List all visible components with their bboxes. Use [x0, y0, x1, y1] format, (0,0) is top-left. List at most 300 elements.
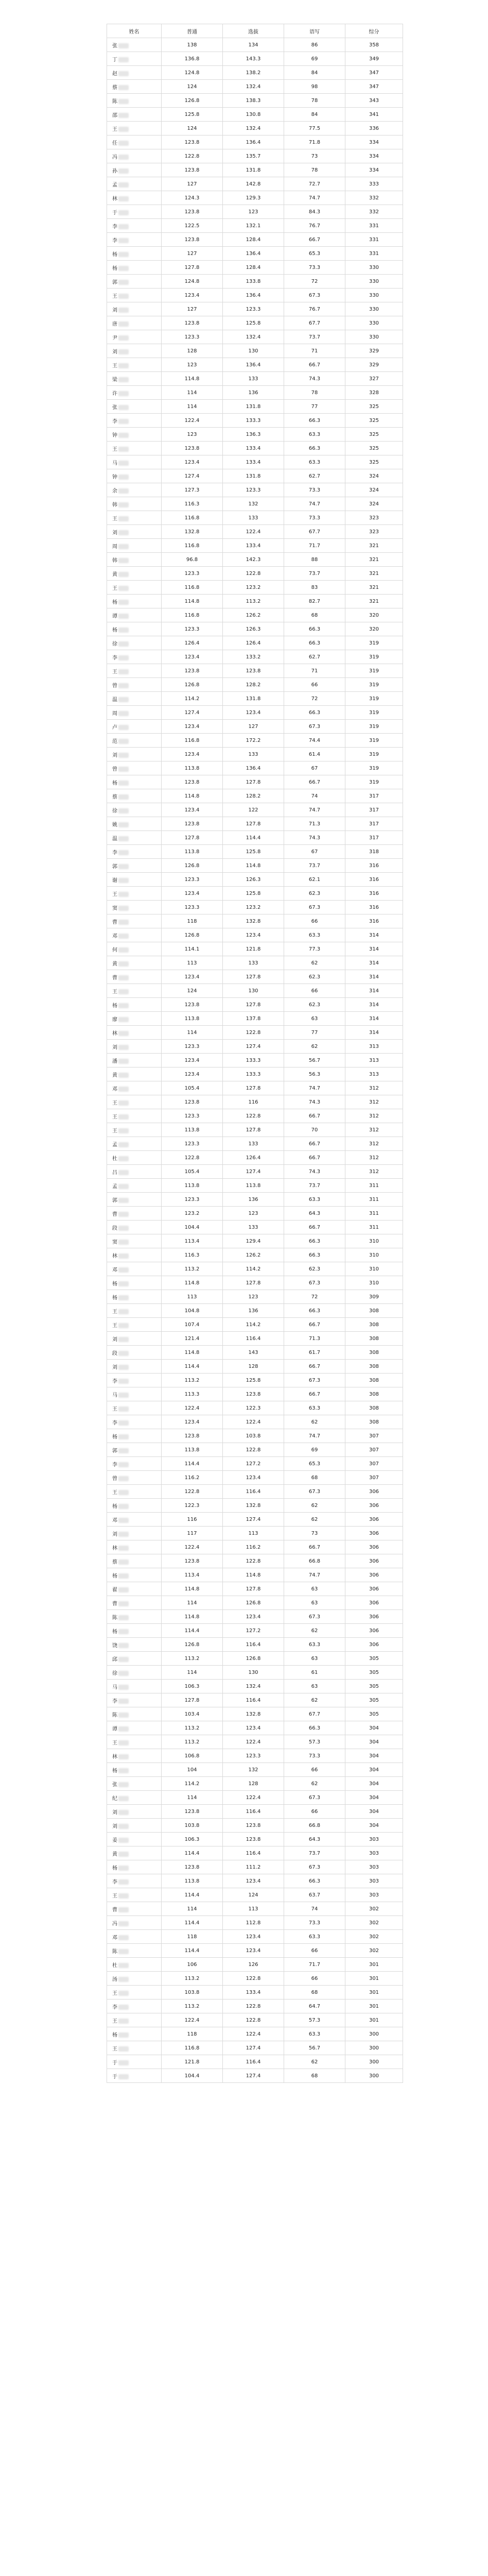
- name-redaction: [118, 294, 129, 299]
- selection-score-cell: 126.4: [223, 1151, 284, 1165]
- table-row: [107, 275, 403, 289]
- selection-score-cell: 132.4: [223, 122, 284, 135]
- name-cell: [107, 177, 162, 191]
- name-cell: [107, 344, 162, 358]
- name-cell: [107, 748, 162, 761]
- score-table: [107, 24, 403, 2083]
- writing-score-cell: 66.3: [284, 1234, 345, 1248]
- total-score-cell: 312: [345, 1151, 403, 1165]
- selection-score-cell: 122.3: [223, 1401, 284, 1415]
- writing-score-cell: 66.3: [284, 636, 345, 650]
- regular-score-cell: 114: [162, 1596, 223, 1610]
- name-surname: 徐: [112, 1670, 117, 1676]
- regular-score-cell: 114.4: [162, 1916, 223, 1930]
- regular-score-cell: 116.2: [162, 1471, 223, 1485]
- selection-score-cell: 122.8: [223, 1554, 284, 1568]
- name-redaction: [118, 335, 129, 341]
- name-cell: [107, 1680, 162, 1693]
- name-surname: 李: [112, 1462, 117, 1468]
- total-score-cell: 331: [345, 247, 403, 261]
- table-row: [107, 1401, 403, 1415]
- table-row: [107, 1109, 403, 1123]
- total-score-cell: 308: [345, 1332, 403, 1346]
- selection-score-cell: 127.4: [223, 2069, 284, 2083]
- writing-score-cell: 62: [284, 1513, 345, 1527]
- name-cell: [107, 622, 162, 636]
- name-redaction: [118, 196, 129, 201]
- name-redaction: [118, 1212, 129, 1217]
- total-score-cell: 304: [345, 1819, 403, 1833]
- name-surname: 杨: [112, 1573, 117, 1579]
- selection-score-cell: 128: [223, 1360, 284, 1374]
- regular-score-cell: 127.4: [162, 706, 223, 720]
- table-row: [107, 1791, 403, 1805]
- name-cell: [107, 1485, 162, 1499]
- regular-score-cell: 96.8: [162, 553, 223, 567]
- name-redaction: [118, 1114, 129, 1120]
- total-score-cell: 304: [345, 1777, 403, 1791]
- name-redaction: [118, 1852, 129, 1857]
- total-score-cell: 325: [345, 400, 403, 414]
- regular-score-cell: 116.8: [162, 539, 223, 553]
- name-surname: 姜: [112, 1837, 117, 1843]
- regular-score-cell: 113.8: [162, 1179, 223, 1193]
- regular-score-cell: 113.2: [162, 1374, 223, 1387]
- regular-score-cell: 123.8: [162, 135, 223, 149]
- selection-score-cell: 133.8: [223, 275, 284, 289]
- name-cell: [107, 1610, 162, 1624]
- regular-score-cell: 106: [162, 1958, 223, 1972]
- table-row: [107, 720, 403, 734]
- regular-score-cell: 123.8: [162, 1095, 223, 1109]
- name-cell: [107, 567, 162, 581]
- name-redaction: [118, 1935, 129, 1940]
- name-redaction: [118, 1490, 129, 1495]
- regular-score-cell: 123.3: [162, 1109, 223, 1123]
- name-cell: [107, 1513, 162, 1527]
- name-surname: 杨: [112, 1434, 117, 1440]
- total-score-cell: 310: [345, 1248, 403, 1262]
- total-score-cell: 301: [345, 1986, 403, 1999]
- writing-score-cell: 74.3: [284, 372, 345, 386]
- table-row: [107, 1040, 403, 1054]
- total-score-cell: 310: [345, 1262, 403, 1276]
- regular-score-cell: 118: [162, 914, 223, 928]
- name-redaction: [118, 1810, 129, 1815]
- name-redaction: [118, 934, 129, 939]
- selection-score-cell: 143: [223, 1346, 284, 1360]
- regular-score-cell: 114: [162, 386, 223, 400]
- selection-score-cell: 136: [223, 1193, 284, 1207]
- table-row: [107, 1527, 403, 1540]
- name-cell: [107, 163, 162, 177]
- name-cell: [107, 1026, 162, 1040]
- regular-score-cell: 118: [162, 2027, 223, 2041]
- name-redaction: [118, 1379, 129, 1384]
- regular-score-cell: 113.8: [162, 1012, 223, 1026]
- regular-score-cell: 125.8: [162, 108, 223, 122]
- writing-score-cell: 67.7: [284, 1707, 345, 1721]
- writing-score-cell: 74: [284, 1902, 345, 1916]
- selection-score-cell: 127.8: [223, 970, 284, 984]
- name-cell: [107, 901, 162, 914]
- total-score-cell: 306: [345, 1554, 403, 1568]
- table-row: [107, 761, 403, 775]
- writing-score-cell: 62.3: [284, 998, 345, 1012]
- regular-score-cell: 123.8: [162, 998, 223, 1012]
- name-cell: [107, 942, 162, 956]
- writing-score-cell: 73: [284, 1527, 345, 1540]
- writing-score-cell: 66.8: [284, 1554, 345, 1568]
- table-row: [107, 553, 403, 567]
- total-score-cell: 321: [345, 581, 403, 595]
- name-redaction: [118, 600, 129, 605]
- name-surname: 邓: [112, 1517, 117, 1523]
- name-redaction: [118, 1532, 129, 1537]
- table-row: [107, 1332, 403, 1346]
- name-cell: [107, 998, 162, 1012]
- name-cell: [107, 608, 162, 622]
- name-surname: 刘: [112, 349, 117, 355]
- name-redaction: [118, 238, 129, 243]
- regular-score-cell: 126.4: [162, 636, 223, 650]
- name-cell: [107, 1221, 162, 1234]
- selection-score-cell: 129.3: [223, 191, 284, 205]
- name-redaction: [118, 975, 129, 980]
- selection-score-cell: 125.8: [223, 316, 284, 330]
- writing-score-cell: 62: [284, 2055, 345, 2069]
- writing-score-cell: 73.3: [284, 483, 345, 497]
- name-cell: [107, 581, 162, 595]
- name-surname: 马: [112, 460, 117, 466]
- selection-score-cell: 136.4: [223, 761, 284, 775]
- selection-score-cell: 132.4: [223, 1680, 284, 1693]
- regular-score-cell: 132.8: [162, 525, 223, 539]
- selection-score-cell: 122.8: [223, 1109, 284, 1123]
- table-row: [107, 1429, 403, 1443]
- selection-score-cell: 122.8: [223, 1972, 284, 1986]
- name-surname: 王: [112, 1323, 117, 1329]
- regular-score-cell: 103.4: [162, 1707, 223, 1721]
- table-row: [107, 1346, 403, 1360]
- table-row: [107, 845, 403, 859]
- name-redaction: [118, 1587, 129, 1592]
- name-surname: 周: [112, 710, 117, 717]
- selection-score-cell: 123: [223, 205, 284, 219]
- selection-score-cell: 128: [223, 1777, 284, 1791]
- name-surname: 孙: [112, 168, 117, 174]
- writing-score-cell: 62: [284, 956, 345, 970]
- name-redaction: [118, 127, 129, 132]
- name-surname: 周: [112, 544, 117, 550]
- table-row: [107, 1513, 403, 1527]
- name-cell: [107, 1499, 162, 1513]
- name-redaction: [118, 1782, 129, 1787]
- name-surname: 杨: [112, 2032, 117, 2038]
- total-score-cell: 312: [345, 1165, 403, 1179]
- total-score-cell: 304: [345, 1749, 403, 1763]
- name-redaction: [118, 1643, 129, 1648]
- name-cell: [107, 52, 162, 66]
- writing-score-cell: 63.3: [284, 1401, 345, 1415]
- writing-score-cell: 67.3: [284, 720, 345, 734]
- selection-score-cell: 123.8: [223, 1819, 284, 1833]
- name-cell: [107, 1193, 162, 1207]
- table-row: [107, 469, 403, 483]
- name-cell: [107, 1763, 162, 1777]
- name-cell: [107, 1972, 162, 1986]
- name-surname: 谭: [112, 1726, 117, 1732]
- selection-score-cell: 127.8: [223, 1123, 284, 1137]
- regular-score-cell: 122.8: [162, 1485, 223, 1499]
- name-redaction: [118, 1420, 129, 1426]
- table-row: [107, 400, 403, 414]
- name-cell: [107, 1165, 162, 1179]
- name-redaction: [118, 321, 129, 327]
- total-score-cell: 321: [345, 553, 403, 567]
- writing-score-cell: 66.7: [284, 1387, 345, 1401]
- selection-score-cell: 122.8: [223, 1443, 284, 1457]
- name-redaction: [118, 1907, 129, 1912]
- regular-score-cell: 122.4: [162, 1540, 223, 1554]
- table-row: [107, 1360, 403, 1374]
- writing-score-cell: 74.7: [284, 1081, 345, 1095]
- table-row: [107, 1568, 403, 1582]
- name-cell: [107, 1304, 162, 1318]
- selection-score-cell: 130: [223, 344, 284, 358]
- table-row: [107, 1582, 403, 1596]
- selection-score-cell: 127.4: [223, 1513, 284, 1527]
- name-surname: 刘: [112, 307, 117, 313]
- writing-score-cell: 67.3: [284, 1374, 345, 1387]
- name-surname: 窦: [112, 1239, 117, 1245]
- name-cell: [107, 1081, 162, 1095]
- name-surname: 刘: [112, 1336, 117, 1343]
- name-redaction: [118, 1963, 129, 1968]
- name-redaction: [118, 1309, 129, 1314]
- writing-score-cell: 63: [284, 1680, 345, 1693]
- selection-score-cell: 133.4: [223, 539, 284, 553]
- writing-score-cell: 65.3: [284, 247, 345, 261]
- total-score-cell: 312: [345, 1095, 403, 1109]
- writing-score-cell: 66.3: [284, 1721, 345, 1735]
- name-surname: 王: [112, 2018, 117, 2024]
- name-surname: 温: [112, 836, 117, 842]
- selection-score-cell: 133.4: [223, 1986, 284, 1999]
- table-row: [107, 608, 403, 622]
- writing-score-cell: 56.7: [284, 1054, 345, 1067]
- table-row: [107, 66, 403, 80]
- selection-score-cell: 114.2: [223, 1318, 284, 1332]
- name-surname: 邓: [112, 1267, 117, 1273]
- name-redaction: [118, 1726, 129, 1732]
- total-score-cell: 304: [345, 1721, 403, 1735]
- name-surname: 杨: [112, 1281, 117, 1287]
- regular-score-cell: 113.3: [162, 1387, 223, 1401]
- selection-score-cell: 125.8: [223, 845, 284, 859]
- name-surname: 蔡: [112, 794, 117, 800]
- name-redaction: [118, 210, 129, 215]
- table-row: [107, 247, 403, 261]
- regular-score-cell: 117: [162, 1527, 223, 1540]
- table-row: [107, 970, 403, 984]
- regular-score-cell: 114.4: [162, 1457, 223, 1471]
- name-redaction: [118, 1365, 129, 1370]
- total-score-cell: 304: [345, 1805, 403, 1819]
- name-surname: 曹: [112, 919, 117, 925]
- table-row: [107, 1443, 403, 1457]
- table-row: [107, 1318, 403, 1332]
- table-row: [107, 386, 403, 400]
- regular-score-cell: 123.8: [162, 233, 223, 247]
- regular-score-cell: 113.2: [162, 1262, 223, 1276]
- table-row: [107, 1749, 403, 1763]
- selection-score-cell: 122.8: [223, 1026, 284, 1040]
- selection-score-cell: 123: [223, 1290, 284, 1304]
- name-redaction: [118, 1323, 129, 1328]
- table-row: [107, 219, 403, 233]
- total-score-cell: 319: [345, 650, 403, 664]
- name-cell: [107, 1638, 162, 1652]
- total-score-cell: 325: [345, 455, 403, 469]
- table-row: [107, 831, 403, 845]
- name-surname: 黄: [112, 1072, 117, 1078]
- regular-score-cell: 123.3: [162, 901, 223, 914]
- regular-score-cell: 127.4: [162, 469, 223, 483]
- name-surname: 纪: [112, 1795, 117, 1802]
- regular-score-cell: 123.8: [162, 1805, 223, 1819]
- regular-score-cell: 104.4: [162, 2069, 223, 2083]
- name-cell: [107, 664, 162, 678]
- name-surname: 林: [112, 1253, 117, 1259]
- writing-score-cell: 73.7: [284, 330, 345, 344]
- writing-score-cell: 63.3: [284, 2027, 345, 2041]
- selection-score-cell: 133.3: [223, 414, 284, 428]
- table-row: [107, 1499, 403, 1513]
- name-surname: 陈: [112, 1948, 117, 1955]
- name-redaction: [118, 1100, 129, 1106]
- total-score-cell: 324: [345, 497, 403, 511]
- regular-score-cell: 113.8: [162, 845, 223, 859]
- selection-score-cell: 138.2: [223, 66, 284, 80]
- name-surname: 尹: [112, 335, 117, 341]
- name-cell: [107, 525, 162, 539]
- selection-score-cell: 116.4: [223, 1485, 284, 1499]
- table-row: [107, 289, 403, 302]
- name-cell: [107, 1179, 162, 1193]
- total-score-cell: 347: [345, 66, 403, 80]
- writing-score-cell: 66.8: [284, 1819, 345, 1833]
- name-surname: 徐: [112, 808, 117, 814]
- writing-score-cell: 62.7: [284, 650, 345, 664]
- name-surname: 邓: [112, 1086, 117, 1092]
- writing-score-cell: 82.7: [284, 595, 345, 608]
- writing-score-cell: 67.3: [284, 1860, 345, 1874]
- name-surname: 翟: [112, 1587, 117, 1593]
- total-score-cell: 314: [345, 998, 403, 1012]
- selection-score-cell: 132: [223, 497, 284, 511]
- selection-score-cell: 126.2: [223, 608, 284, 622]
- name-redaction: [118, 1281, 129, 1286]
- writing-score-cell: 84.3: [284, 205, 345, 219]
- name-redaction: [118, 725, 129, 730]
- header-total: 综分: [345, 24, 403, 38]
- name-surname: 黄: [112, 961, 117, 967]
- name-redaction: [118, 1893, 129, 1899]
- name-surname: 窦: [112, 905, 117, 911]
- total-score-cell: 334: [345, 163, 403, 177]
- writing-score-cell: 86: [284, 38, 345, 52]
- name-redaction: [118, 1879, 129, 1885]
- regular-score-cell: 106.3: [162, 1833, 223, 1846]
- name-surname: 王: [112, 1309, 117, 1315]
- total-score-cell: 333: [345, 177, 403, 191]
- name-cell: [107, 803, 162, 817]
- table-row: [107, 163, 403, 177]
- name-redaction: [118, 141, 129, 146]
- total-score-cell: 331: [345, 233, 403, 247]
- selection-score-cell: 138.3: [223, 94, 284, 108]
- name-cell: [107, 1624, 162, 1638]
- table-row: [107, 1290, 403, 1304]
- total-score-cell: 308: [345, 1401, 403, 1415]
- writing-score-cell: 72.7: [284, 177, 345, 191]
- name-redaction: [118, 1337, 129, 1342]
- writing-score-cell: 69: [284, 1443, 345, 1457]
- writing-score-cell: 66.7: [284, 1360, 345, 1374]
- regular-score-cell: 126.8: [162, 94, 223, 108]
- name-redaction: [118, 1198, 129, 1203]
- total-score-cell: 306: [345, 1513, 403, 1527]
- table-row: [107, 1234, 403, 1248]
- writing-score-cell: 74: [284, 789, 345, 803]
- name-redaction: [118, 2046, 129, 2052]
- regular-score-cell: 126.8: [162, 1638, 223, 1652]
- selection-score-cell: 123: [223, 1207, 284, 1221]
- writing-score-cell: 71: [284, 664, 345, 678]
- name-surname: 吕: [112, 1170, 117, 1176]
- total-score-cell: 320: [345, 622, 403, 636]
- name-surname: 韩: [112, 557, 117, 564]
- regular-score-cell: 104.8: [162, 1304, 223, 1318]
- table-row: [107, 1638, 403, 1652]
- name-cell: [107, 1415, 162, 1429]
- name-surname: 王: [112, 363, 117, 369]
- selection-score-cell: 123.4: [223, 1930, 284, 1944]
- name-redaction: [118, 683, 129, 688]
- name-surname: 杨: [112, 1503, 117, 1510]
- table-row: [107, 1902, 403, 1916]
- regular-score-cell: 127: [162, 302, 223, 316]
- name-cell: [107, 414, 162, 428]
- regular-score-cell: 127.8: [162, 831, 223, 845]
- regular-score-cell: 127: [162, 247, 223, 261]
- writing-score-cell: 63.7: [284, 1888, 345, 1902]
- table-row: [107, 80, 403, 94]
- total-score-cell: 305: [345, 1693, 403, 1707]
- total-score-cell: 300: [345, 2041, 403, 2055]
- regular-score-cell: 114.8: [162, 1582, 223, 1596]
- total-score-cell: 304: [345, 1791, 403, 1805]
- table-row: [107, 581, 403, 595]
- selection-score-cell: 126.3: [223, 873, 284, 887]
- writing-score-cell: 64.3: [284, 1833, 345, 1846]
- total-score-cell: 308: [345, 1415, 403, 1429]
- name-surname: 曾: [112, 683, 117, 689]
- writing-score-cell: 66: [284, 914, 345, 928]
- total-score-cell: 305: [345, 1652, 403, 1666]
- selection-score-cell: 133.3: [223, 1054, 284, 1067]
